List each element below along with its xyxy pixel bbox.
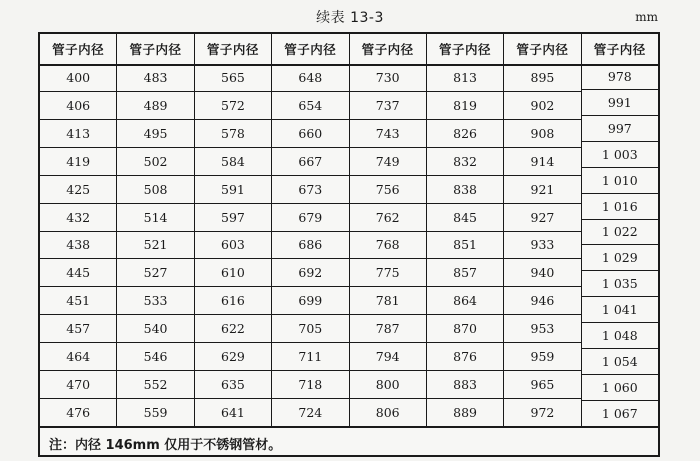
table-cell: 711 bbox=[272, 343, 348, 371]
table-cell: 946 bbox=[504, 287, 580, 315]
table-cell: 813 bbox=[427, 64, 503, 92]
pipe-diameter-table bbox=[38, 32, 660, 457]
table-column bbox=[272, 64, 349, 426]
table-cell: 438 bbox=[40, 232, 116, 260]
table-cell: 743 bbox=[350, 120, 426, 148]
table-cell: 527 bbox=[117, 259, 193, 287]
table-note: 注：内径 146mm 仅用于不锈钢管材。 bbox=[49, 438, 282, 453]
table-cell: 857 bbox=[427, 259, 503, 287]
table-cell: 718 bbox=[272, 371, 348, 399]
table-cell: 400 bbox=[40, 64, 116, 92]
table-cell: 1 041 bbox=[582, 297, 658, 323]
table-column bbox=[117, 64, 194, 426]
table-cell: 464 bbox=[40, 343, 116, 371]
table-column bbox=[582, 64, 658, 426]
table-cell: 914 bbox=[504, 148, 580, 176]
table-cell: 749 bbox=[350, 148, 426, 176]
table-cell: 806 bbox=[375, 405, 400, 421]
table-cell: 908 bbox=[504, 120, 580, 148]
table-cell: 425 bbox=[40, 176, 116, 204]
table-cell: 876 bbox=[427, 343, 503, 371]
table-column bbox=[40, 64, 117, 426]
table-cell: 889 bbox=[453, 405, 477, 421]
table-cell: 953 bbox=[504, 315, 580, 343]
table-cell: 895 bbox=[504, 64, 580, 92]
table-column bbox=[195, 64, 272, 426]
table-cell: 502 bbox=[117, 148, 193, 176]
table-cell: 787 bbox=[350, 315, 426, 343]
table-cell: 1 010 bbox=[582, 168, 658, 194]
table-cell: 933 bbox=[504, 232, 580, 260]
table-cell: 870 bbox=[427, 315, 503, 343]
table-cell: 451 bbox=[40, 287, 116, 315]
table-cell: 476 bbox=[66, 405, 91, 421]
table-cell: 800 bbox=[350, 371, 426, 399]
table-cell: 768 bbox=[350, 232, 426, 260]
table-cell: 838 bbox=[427, 176, 503, 204]
table-cell: 419 bbox=[40, 148, 116, 176]
table-cell: 457 bbox=[40, 315, 116, 343]
table-cell: 1 003 bbox=[582, 142, 658, 168]
table-cell: 737 bbox=[350, 92, 426, 120]
table-cell: 927 bbox=[504, 204, 580, 232]
table-cell: 667 bbox=[272, 148, 348, 176]
table-cell: 578 bbox=[195, 120, 271, 148]
table-cell: 826 bbox=[427, 120, 503, 148]
table-cell: 781 bbox=[350, 287, 426, 315]
table-caption: 续表 13-3 bbox=[316, 10, 384, 26]
table-cell: 692 bbox=[272, 259, 348, 287]
table-cell: 540 bbox=[117, 315, 193, 343]
table-cell: 521 bbox=[117, 232, 193, 260]
table-cell: 965 bbox=[504, 371, 580, 399]
table-cell: 679 bbox=[272, 204, 348, 232]
table-cell: 940 bbox=[504, 259, 580, 287]
table-cell: 610 bbox=[195, 259, 271, 287]
table-cell: 660 bbox=[272, 120, 348, 148]
table-cell: 673 bbox=[272, 176, 348, 204]
table-cell: 470 bbox=[40, 371, 116, 399]
table-cell: 584 bbox=[195, 148, 271, 176]
table-cell: 832 bbox=[427, 148, 503, 176]
table-cell: 546 bbox=[117, 343, 193, 371]
table-column bbox=[504, 64, 581, 426]
table-cell: 883 bbox=[427, 371, 503, 399]
table-cell: 991 bbox=[582, 90, 658, 116]
table-column bbox=[427, 64, 504, 426]
table-cell: 616 bbox=[195, 287, 271, 315]
table-cell: 654 bbox=[272, 92, 348, 120]
table-cell: 1 029 bbox=[582, 245, 658, 271]
table-cell: 559 bbox=[143, 405, 168, 421]
column-header: 管子内径 bbox=[350, 34, 427, 64]
table-cell: 724 bbox=[298, 405, 323, 421]
table-cell: 514 bbox=[117, 204, 193, 232]
table-cell: 533 bbox=[117, 287, 193, 315]
table-cell: 508 bbox=[117, 176, 193, 204]
table-cell: 629 bbox=[195, 343, 271, 371]
table-cell: 864 bbox=[427, 287, 503, 315]
table-cell: 489 bbox=[117, 92, 193, 120]
table-cell: 959 bbox=[504, 343, 580, 371]
table-cell: 686 bbox=[272, 232, 348, 260]
table-cell: 902 bbox=[504, 92, 580, 120]
table-cell: 597 bbox=[195, 204, 271, 232]
column-header: 管子内径 bbox=[40, 34, 117, 64]
column-header: 管子内径 bbox=[504, 34, 581, 64]
table-body bbox=[40, 64, 658, 428]
table-cell: 705 bbox=[272, 315, 348, 343]
unit-label: mm bbox=[635, 10, 658, 24]
table-cell: 997 bbox=[582, 116, 658, 142]
table-cell: 978 bbox=[582, 64, 658, 90]
table-cell: 635 bbox=[195, 371, 271, 399]
table-cell: 552 bbox=[117, 371, 193, 399]
table-cell: 921 bbox=[504, 176, 580, 204]
table-cell: 591 bbox=[195, 176, 271, 204]
table-cell: 730 bbox=[350, 64, 426, 92]
table-cell: 445 bbox=[40, 259, 116, 287]
table-cell: 1 016 bbox=[582, 194, 658, 220]
table-cell: 972 bbox=[530, 405, 555, 421]
table-cell: 1 022 bbox=[582, 220, 658, 246]
table-column bbox=[350, 64, 427, 426]
table-cell: 1 060 bbox=[582, 375, 658, 401]
table-cell: 1 054 bbox=[582, 349, 658, 375]
table-cell: 775 bbox=[350, 259, 426, 287]
table-cell: 794 bbox=[350, 343, 426, 371]
table-cell: 622 bbox=[195, 315, 271, 343]
table-cell: 756 bbox=[350, 176, 426, 204]
table-cell: 432 bbox=[40, 204, 116, 232]
table-cell: 413 bbox=[40, 120, 116, 148]
table-cell: 1 035 bbox=[582, 271, 658, 297]
column-header: 管子内径 bbox=[272, 34, 349, 64]
table-cell: 495 bbox=[117, 120, 193, 148]
table-cell: 603 bbox=[195, 232, 271, 260]
table-cell: 1 048 bbox=[582, 323, 658, 349]
table-cell: 572 bbox=[195, 92, 271, 120]
column-header: 管子内径 bbox=[195, 34, 272, 64]
table-cell: 483 bbox=[117, 64, 193, 92]
table-cell: 641 bbox=[221, 405, 245, 421]
table-cell: 762 bbox=[350, 204, 426, 232]
column-header: 管子内径 bbox=[427, 34, 504, 64]
table-cell: 819 bbox=[427, 92, 503, 120]
table-header-row bbox=[40, 34, 658, 66]
table-cell: 565 bbox=[195, 64, 271, 92]
table-cell: 648 bbox=[272, 64, 348, 92]
table-cell: 1 067 bbox=[601, 405, 638, 421]
column-header: 管子内径 bbox=[117, 34, 194, 64]
table-cell: 406 bbox=[40, 92, 116, 120]
table-cell: 851 bbox=[427, 232, 503, 260]
column-header: 管子内径 bbox=[593, 42, 646, 57]
table-cell: 845 bbox=[427, 204, 503, 232]
table-cell: 699 bbox=[272, 287, 348, 315]
